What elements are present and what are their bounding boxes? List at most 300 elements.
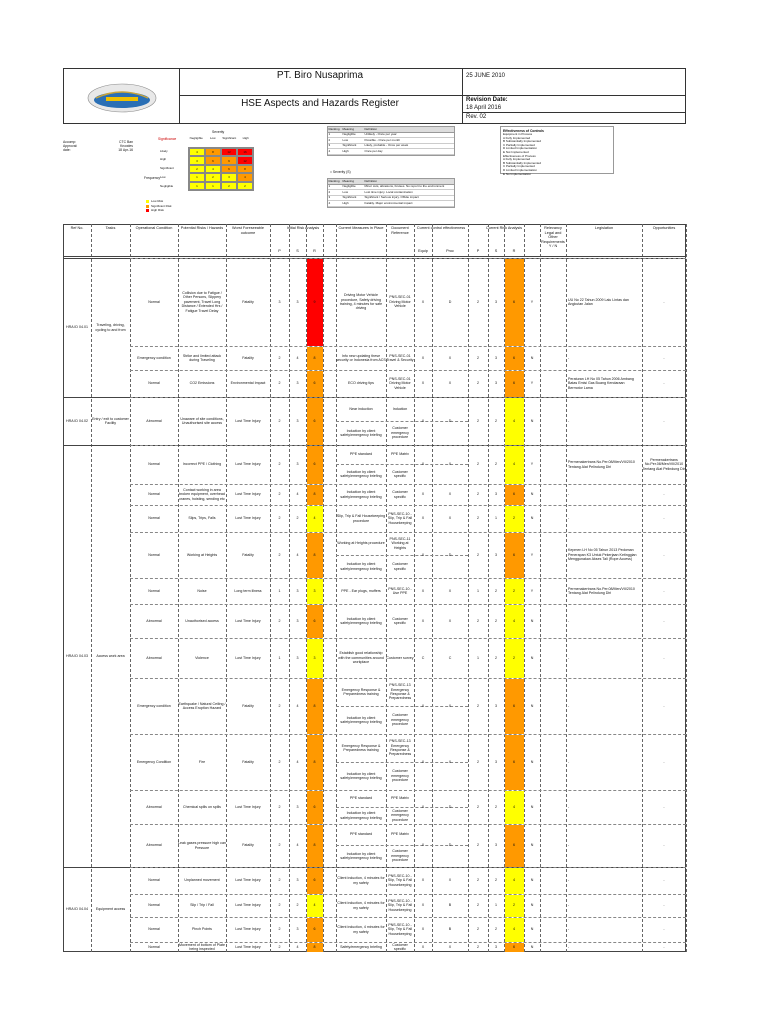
rating-row — [328, 201, 454, 207]
document-reference: Customer specific — [392, 490, 408, 499]
column-header: Current Risk Analysis — [485, 226, 523, 230]
current-probability: 2 — [477, 843, 479, 848]
rating-cell: High — [342, 200, 349, 205]
current-severity: 3 — [495, 944, 497, 949]
current-risk: 6 — [513, 381, 515, 386]
matrix-cell: 4 — [237, 173, 253, 181]
control-measure: PPE - Ear plugs, muffers — [341, 588, 381, 593]
document-reference: PNS-SEC-10 - Use PPE — [388, 586, 412, 595]
operational-condition: Normal — [148, 299, 160, 304]
hazard-description: Pinch Points — [192, 927, 212, 932]
document-reference-primary: Induction — [392, 406, 408, 411]
initial-probability: 3 — [278, 299, 281, 304]
accomp-label: Accomp: — [63, 140, 77, 144]
document-reference: PNS-SEC-01 Driving Motor Vehicle — [389, 376, 411, 390]
operational-condition: Normal — [148, 381, 160, 386]
control-measure-primary: PPE standard — [349, 452, 373, 457]
legislation: - — [568, 618, 570, 623]
initial-severity: 4 — [296, 703, 299, 708]
column-header: Current control effectiveness — [416, 226, 466, 230]
process-effectiveness: X — [448, 516, 452, 521]
legislation: Permenakertrans No.Per.08/Men/VII/2010 Tentang Alat Pelindung Diri — [568, 460, 635, 469]
process-effectiveness: D — [448, 804, 452, 809]
initial-probability: 2 — [278, 355, 281, 360]
process-effectiveness: X — [448, 878, 452, 883]
hazard-description: Collision due to Fatigue / Other Persons, Slippery pavement, Travel Long Distance / Extended Hrs / Fatigue Travel Delay — [181, 290, 223, 313]
control-measure: Induction by client safety/emergency briefing — [340, 851, 382, 860]
control-measure: Slip, Trip & Fall Housekeeping procedure — [336, 514, 386, 523]
current-severity: 3 — [495, 355, 497, 360]
initial-severity: 3 — [296, 878, 299, 883]
hazard-description: Earthquake / Natural Ceiling / Access Eruption Hazard — [178, 701, 226, 710]
initial-severity: 4 — [296, 355, 299, 360]
initial-risk: 8 — [313, 492, 316, 497]
equipment-effectiveness: X — [421, 462, 425, 467]
current-risk: 6 — [513, 492, 515, 497]
equipment-effectiveness: X — [421, 703, 425, 708]
control-measure: Client induction, 4 minutes for my safety — [337, 925, 385, 934]
opportunities: - — [663, 878, 665, 883]
effectiveness-line: B Substantially Implemented — [503, 139, 542, 144]
matrix-key-label: Significant Risk — [151, 203, 172, 208]
initial-severity: 3 — [296, 804, 299, 809]
legal-relevancy: N — [530, 618, 534, 623]
rating-cell: Likely, probable - Once per week — [364, 143, 409, 148]
hazard-description: Slip / Trip / Fall — [190, 903, 214, 908]
initial-risk: 3 — [313, 655, 316, 660]
document-reference: PNS-SEC-10 - Slip, Trip & Fall Housekeeping — [387, 511, 413, 525]
current-severity: 3 — [495, 843, 497, 848]
matrix-cell: 12 — [221, 148, 237, 156]
equipment-effectiveness: X — [421, 299, 425, 304]
legislation: - — [568, 944, 570, 949]
initial-risk: 6 — [313, 462, 316, 467]
initial-severity: 4 — [296, 843, 299, 848]
initial-probability: 2 — [278, 418, 281, 423]
effectiveness-line: D Limited Implementation — [503, 168, 538, 173]
operational-condition: Normal — [148, 552, 160, 557]
current-probability: 2 — [477, 418, 479, 423]
operational-condition: Emergency condition — [137, 703, 171, 708]
revision-label: Revision Date: — [466, 97, 508, 103]
worst-outcome: Lost Time Injury — [235, 516, 261, 521]
process-effectiveness: D — [448, 418, 452, 423]
current-risk: 2 — [513, 516, 515, 521]
control-measure: Induction by client safety/emergency briefing — [340, 428, 382, 437]
current-risk: 2 — [513, 903, 515, 908]
opportunities: - — [663, 588, 665, 593]
legislation: - — [568, 355, 570, 360]
control-measure: Induction by client safety/emergency briefing — [340, 490, 382, 499]
worst-outcome: Fatality — [242, 552, 254, 557]
initial-risk: 9 — [313, 299, 316, 304]
column-header: Worst Foreseeable outcome — [231, 226, 264, 235]
current-severity: 2 — [495, 588, 497, 593]
opportunities: - — [663, 655, 665, 660]
legal-relevancy: N — [530, 655, 534, 660]
current-severity: 3 — [495, 759, 497, 764]
group-ref: HRA ID 04.02 — [66, 418, 88, 423]
initial-risk: 6 — [313, 418, 316, 423]
legislation: - — [568, 804, 570, 809]
process-effectiveness: D — [448, 552, 452, 557]
current-severity: 3 — [495, 492, 497, 497]
equipment-effectiveness: X — [421, 381, 425, 386]
operational-condition: Emergency Condition — [136, 759, 172, 764]
document-reference: Customer specific — [392, 469, 408, 478]
rating-header-cell: Ranking — [328, 126, 340, 131]
initial-risk: 8 — [313, 759, 316, 764]
column-header: Initial Risk Analysis — [286, 226, 320, 230]
matrix-key-swatch — [146, 200, 149, 203]
document-reference-primary: PNS-SEC-13 Emergency Response & Preparedness — [388, 683, 412, 701]
rating-header-cell: Definition — [364, 126, 378, 131]
equipment-effectiveness: X — [421, 878, 425, 883]
operational-condition: Abnormal — [146, 618, 162, 623]
initial-severity: 3 — [296, 618, 299, 623]
table-column-line — [566, 224, 567, 952]
hazard-description: Fire — [198, 759, 206, 764]
rating-cell: High — [342, 148, 349, 153]
current-severity: 2 — [495, 804, 497, 809]
rating-cell: Unlikely - Once per year — [364, 132, 397, 137]
effectiveness-line: Effectiveness of Process — [503, 153, 536, 158]
matrix-row-header: Negligible — [160, 183, 174, 188]
initial-severity: 3 — [296, 588, 299, 593]
document-reference: Customer emergency procedure — [391, 769, 409, 783]
column-header: Operational Condition — [135, 226, 173, 230]
group-task: Equipment access — [95, 907, 126, 912]
initial-severity: 4 — [296, 944, 299, 949]
current-risk: 4 — [513, 804, 515, 809]
initial-probability: 2 — [278, 759, 281, 764]
process-effectiveness: D — [448, 843, 452, 848]
control-measure: Client induction, 4 minutes for my safety — [337, 876, 385, 885]
opportunities: - — [663, 618, 665, 623]
initial-risk: 8 — [313, 843, 316, 848]
control-measure-primary: Working at Heights procedure — [337, 541, 385, 546]
table-column-line — [686, 224, 687, 952]
rating-cell: 2 — [328, 137, 331, 142]
matrix-cell: 2 — [221, 182, 237, 190]
current-probability: 2 — [477, 703, 479, 708]
initial-probability: 2 — [278, 703, 281, 708]
control-measure: ECO driving tips — [348, 381, 374, 386]
matrix-row-header: Significant — [160, 166, 174, 171]
initial-risk: 4 — [313, 516, 316, 521]
control-measure: Client induction, 4 minutes for my safety — [337, 901, 385, 910]
date-label: date: — [63, 148, 71, 153]
document-reference: Customer specific — [392, 616, 408, 625]
legislation: - — [568, 878, 570, 883]
header-bottom-line — [63, 256, 686, 257]
rating-cell: Fatality. Major environmental impact — [364, 200, 413, 205]
legislation: - — [568, 492, 570, 497]
matrix-cell: 1 — [189, 182, 205, 190]
rating-cell: Significant — [342, 143, 357, 148]
current-risk: 6 — [513, 299, 515, 304]
initial-probability: 2 — [278, 381, 281, 386]
approval-block — [63, 140, 133, 152]
current-severity: 1 — [495, 903, 497, 908]
initial-probability: 2 — [278, 927, 281, 932]
severity-rating-table — [327, 178, 455, 208]
column-subheader: P — [278, 249, 281, 253]
opportunities: - — [663, 927, 665, 932]
effectiveness-line: D Limited Implementation — [503, 146, 538, 151]
legislation: - — [568, 418, 570, 423]
initial-severity: 3 — [296, 655, 299, 660]
opportunities: - — [663, 903, 665, 908]
initial-risk: 8 — [313, 552, 316, 557]
matrix-key-swatch — [146, 209, 149, 212]
process-effectiveness: X — [448, 355, 452, 360]
initial-severity: 4 — [296, 759, 299, 764]
document-reference: Customer emergency procedure — [391, 849, 409, 863]
effectiveness-title: Effectiveness of Controls — [503, 129, 544, 133]
approval-label: Approval: — [63, 144, 78, 149]
rating-cell: Low — [342, 189, 349, 194]
operational-condition: Normal — [148, 927, 160, 932]
rating-cell: Significant / Serious injury. Offsite impact — [364, 195, 419, 200]
opportunities: - — [663, 843, 665, 848]
document-reference-primary: PPE Matrix — [391, 452, 409, 457]
opportunities: - — [663, 418, 665, 423]
operational-condition: Normal — [148, 944, 160, 949]
legal-relevancy: N — [530, 804, 534, 809]
legal-relevancy: N — [530, 944, 534, 949]
column-subheader: P — [476, 249, 480, 253]
hazard-description: Chemical spills on spills — [183, 804, 221, 809]
process-effectiveness: X — [448, 759, 452, 764]
initial-risk: 6 — [313, 927, 316, 932]
current-severity: 2 — [495, 878, 497, 883]
rating-cell: Once per day — [364, 148, 383, 153]
column-header: Document Reference — [391, 226, 409, 235]
opportunities: - — [663, 944, 665, 949]
document-reference: Customer specific — [392, 942, 408, 951]
matrix-cell: 3 — [221, 173, 237, 181]
initial-risk: 6 — [313, 381, 316, 386]
current-risk: 6 — [513, 944, 515, 949]
initial-probability: 2 — [278, 804, 281, 809]
column-subheader: R — [313, 249, 316, 253]
matrix-row-header: Likely — [160, 148, 168, 153]
current-probability: 2 — [477, 355, 479, 360]
process-effectiveness: B — [448, 903, 452, 908]
matrix-cell: 1 — [189, 173, 205, 181]
worst-outcome: Fatality — [242, 703, 254, 708]
opportunities: Permenakertrans No.Per.08/Men/VII/2010 Tentang Alat Pelindung Diri — [642, 457, 686, 471]
matrix-col-headers — [188, 137, 254, 145]
initial-risk: 6 — [313, 878, 316, 883]
legislation: - — [568, 516, 570, 521]
column-subheader: S — [494, 249, 498, 253]
control-measure: Info new updating these security or Indonesia from ACS — [336, 353, 386, 362]
document-reference: Customer emergency procedure — [391, 426, 409, 440]
control-measure: Establish good relationship with the communities around workplace — [338, 651, 384, 665]
current-risk: 2 — [513, 655, 515, 660]
worst-outcome: Fatality — [242, 759, 254, 764]
operational-condition: Abnormal — [146, 418, 162, 423]
legal-relevancy: Y — [530, 552, 534, 557]
hazard-description: Slips, Trips, Falls — [188, 516, 216, 521]
hazard-description: Working at Heights — [186, 552, 218, 557]
initial-probability: 2 — [278, 462, 281, 467]
effectiveness-line: A Fully Implemented — [503, 157, 531, 162]
legal-relevancy: N — [530, 492, 534, 497]
matrix-row-header: Low — [160, 174, 166, 179]
column-header: Current Measures in Place — [338, 226, 384, 230]
initial-probability: 2 — [278, 492, 281, 497]
matrix-cell: 8 — [237, 165, 253, 173]
process-effectiveness: X — [448, 462, 452, 467]
initial-severity: 3 — [296, 927, 299, 932]
rating-cell: Minor cuts, abrasions, bruises. No report to the environment — [364, 184, 445, 189]
probability-rating-table — [327, 126, 455, 156]
operational-condition: Normal — [148, 516, 160, 521]
opportunities: - — [663, 552, 665, 557]
legal-relevancy: N — [530, 903, 534, 908]
initial-risk: 8 — [313, 355, 316, 360]
document-reference: Customer emergency procedure — [391, 808, 409, 822]
matrix-col-header: High — [242, 136, 249, 140]
legal-relevancy: Y — [530, 299, 534, 304]
column-header: Ref No. — [70, 226, 84, 230]
column-header: Potential Risks / Hazards — [180, 226, 224, 230]
current-probability: 2 — [477, 759, 479, 764]
opportunities: - — [663, 299, 665, 304]
initial-probability: 1 — [278, 655, 281, 660]
rev-divider — [462, 112, 686, 113]
current-probability: 1 — [477, 655, 479, 660]
operational-condition: Abnormal — [146, 804, 162, 809]
document-reference: Customer emergency procedure — [391, 713, 409, 727]
operational-condition: Normal — [148, 492, 160, 497]
matrix-col-header: Significant — [222, 136, 237, 140]
operational-condition: Abnormal — [146, 655, 162, 660]
rating-cell: Possible - Once per month — [364, 137, 401, 142]
opportunities: - — [663, 355, 665, 360]
matrix-key-swatch — [146, 205, 149, 208]
legal-relevancy: N — [530, 759, 534, 764]
rating-cell: 3 — [328, 195, 331, 200]
worst-outcome: Fatality — [242, 299, 254, 304]
current-probability: 2 — [477, 516, 479, 521]
column-subheader: R — [512, 249, 516, 253]
equipment-effectiveness: X — [421, 516, 425, 521]
legislation: Permenakertrans No.Per.08/Men/VII/2010 Tentang Alat Pelindung Diri — [568, 586, 635, 595]
document-reference: PNS-SEC-01 Travel & Security — [386, 353, 414, 362]
equipment-effectiveness: X — [421, 804, 425, 809]
document-reference: PNS-SEC-01 Driving Motor Vehicle — [389, 295, 411, 309]
hazard-description: Incorrect PPE / Clothing — [182, 462, 222, 467]
document-reference: PNS-SEC-10 - Slip, Trip & Fall Housekeeping — [387, 922, 413, 936]
hazard-description: CO2 Emissions — [189, 381, 215, 386]
effectiveness-line: B Substantially Implemented — [503, 160, 542, 165]
current-probability: 2 — [477, 492, 479, 497]
legislation: - — [568, 703, 570, 708]
date-value: 18 Apr-16 — [118, 148, 133, 153]
initial-risk: 3 — [313, 588, 316, 593]
initial-severity: 2 — [296, 516, 299, 521]
matrix-key-label: High Risk — [151, 208, 164, 213]
matrix-title: Significance — [158, 137, 177, 141]
hazard-description: Violence — [195, 655, 209, 660]
effectiveness-lines — [503, 133, 611, 176]
current-probability: 2 — [477, 903, 479, 908]
hazard-description: Movement of bottom of Plate being inspected — [179, 942, 225, 951]
matrix-cell: 3 — [189, 156, 205, 164]
group-ref: HRA ID 04.04 — [66, 907, 88, 912]
revision-date: 18 April 2016 — [466, 105, 502, 111]
opportunities: - — [663, 759, 665, 764]
column-header: Relevancy Legal and Other Requirements Y / N — [541, 226, 565, 249]
rating-cell: Lost time injury. Local contamination — [364, 189, 413, 194]
matrix-cell: 9 — [221, 156, 237, 164]
worst-outcome: Lost Time Injury — [235, 804, 261, 809]
legal-relevancy: N — [530, 703, 534, 708]
current-probability: 2 — [477, 804, 479, 809]
rating-cell: 4 — [328, 148, 331, 153]
table-column-line — [323, 224, 324, 952]
worst-outcome: Lost Time Injury — [235, 418, 261, 423]
current-severity: 3 — [495, 299, 497, 304]
rating-cell: Significant — [342, 195, 357, 200]
initial-probability: 2 — [278, 903, 281, 908]
hazard-description: Leak gases pressure high can Pressure — [178, 841, 226, 850]
title-divider-horizontal — [180, 95, 686, 96]
hazard-description: Contact working in area broken equipment, overhead cranes, hoisting, sending etc — [179, 487, 225, 501]
effectiveness-line: E No Implementation — [503, 171, 532, 176]
initial-severity: 3 — [296, 418, 299, 423]
approval-value: Knowles — [120, 144, 133, 149]
process-effectiveness: X — [448, 381, 452, 386]
legal-relevancy: Y — [530, 462, 534, 467]
current-probability: 2 — [477, 381, 479, 386]
document-reference: Customer specific — [392, 562, 408, 571]
legislation: UU No 22 Tahun 2009 Lalu Lintas dan Angkutan Jalan — [568, 297, 629, 306]
matrix-cell: 6 — [221, 165, 237, 173]
current-probability: 2 — [477, 299, 479, 304]
matrix-cell: 4 — [189, 148, 205, 156]
legal-relevancy: N — [530, 927, 534, 932]
rating-cell: 3 — [328, 143, 331, 148]
column-subheader: Proc — [446, 249, 454, 253]
legislation: - — [568, 927, 570, 932]
opportunities: - — [663, 516, 665, 521]
initial-severity: 3 — [296, 299, 299, 304]
worst-outcome: Lost Time Injury — [235, 618, 261, 623]
matrix-cell: 1 — [205, 182, 221, 190]
control-measure-primary: PPE standard — [349, 796, 373, 801]
effectiveness-box — [500, 126, 614, 174]
rating-cell: Low — [342, 137, 349, 142]
legislation: - — [568, 759, 570, 764]
document-reference-primary: PNS-SEC-13 Emergency Response & Preparedness — [388, 739, 412, 757]
matrix-cell: 4 — [205, 165, 221, 173]
rating-header-cell: Ranking — [328, 178, 340, 183]
current-risk: 6 — [513, 552, 515, 557]
current-severity: 2 — [495, 462, 497, 467]
control-measure-primary: Emergency Response & Preparedness training — [341, 743, 381, 752]
opportunities: - — [663, 703, 665, 708]
matrix-cell: 2 — [237, 182, 253, 190]
effectiveness-line: E Not Implemented — [503, 150, 529, 155]
effectiveness-line: C Partially Implemented — [503, 164, 535, 169]
risk-matrix — [188, 137, 254, 193]
probability-footer: = Severity (S) — [330, 170, 351, 174]
